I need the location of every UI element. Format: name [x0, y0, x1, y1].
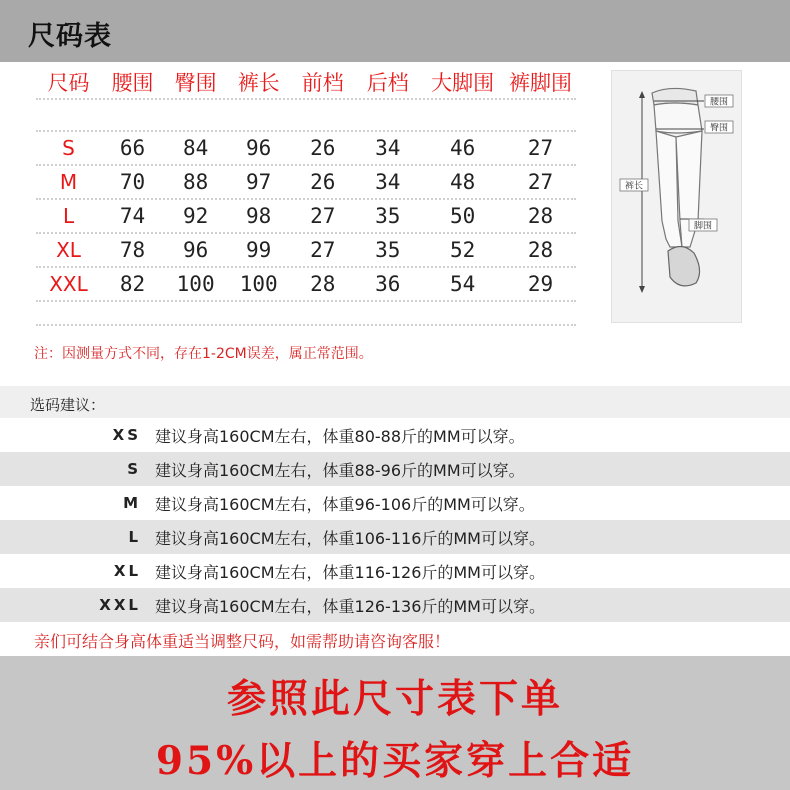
table-cell: 74: [119, 204, 146, 228]
pants-illustration: [612, 71, 743, 324]
table-divider: [36, 100, 576, 132]
column-header-waist: 腰围: [111, 71, 154, 95]
advice-row-xs: [0, 418, 790, 452]
table-cell: 70: [119, 170, 146, 194]
table-cell: 100: [176, 272, 215, 296]
column-header-front-rise: 前档: [301, 71, 344, 95]
size-label: L: [62, 204, 75, 228]
size-table: [36, 66, 576, 326]
advice-size: L: [128, 528, 141, 546]
size-label: M: [59, 170, 78, 194]
table-cell: 96: [182, 238, 209, 262]
table-cell: 27: [310, 204, 336, 228]
table-divider: [36, 302, 576, 326]
advice-row-xxl: [0, 588, 790, 622]
table-cell: 35: [375, 238, 401, 262]
column-header-leg-opening: 裤脚围: [509, 71, 572, 95]
advice-row-s: [0, 452, 790, 486]
size-table-header: [36, 66, 576, 100]
advice-size: XXL: [99, 596, 141, 614]
advice-size: M: [123, 494, 141, 512]
length-label: 裤长: [624, 181, 644, 192]
table-row: [36, 132, 576, 166]
advice-size: XL: [113, 562, 141, 580]
table-row: [36, 234, 576, 268]
footer-headline: 参照此尺寸表下单: [226, 676, 563, 722]
table-cell: 50: [450, 204, 476, 228]
advice-size: S: [127, 460, 141, 478]
table-cell: 29: [527, 272, 554, 296]
advice-size: XS: [112, 426, 141, 444]
table-cell: 27: [527, 170, 554, 194]
table-cell: 35: [375, 204, 401, 228]
table-cell: 28: [527, 238, 554, 262]
table-cell: 26: [310, 136, 336, 160]
column-header-hip: 臀围: [174, 71, 217, 95]
table-cell: 27: [527, 136, 554, 160]
header-bar: [0, 0, 790, 62]
size-label: XXL: [49, 272, 88, 296]
table-cell: 34: [375, 170, 401, 194]
column-header-back-rise: 后档: [366, 71, 409, 95]
column-header-thigh: 大脚围: [431, 71, 495, 95]
table-cell: 84: [182, 136, 209, 160]
table-cell: 26: [310, 170, 336, 194]
table-cell: 66: [119, 136, 146, 160]
table-cell: 52: [450, 238, 476, 262]
waist-label: 腰围: [709, 97, 729, 108]
size-label: XL: [56, 238, 81, 262]
pants-measurement-diagram: [611, 70, 742, 323]
advice-text: 建议身高160CM左右，体重80-88斤的MM可以穿。: [155, 426, 525, 446]
advice-text: 建议身高160CM左右，体重126-136斤的MM可以穿。: [155, 596, 545, 616]
table-cell: 46: [450, 136, 476, 160]
footer-subheadline: 95%以上的买家穿上合适: [155, 738, 635, 784]
advice-text: 建议身高160CM左右，体重96-106斤的MM可以穿。: [155, 494, 535, 514]
table-row: [36, 268, 576, 302]
table-cell: 28: [310, 272, 336, 296]
table-cell: 36: [375, 272, 401, 296]
advice-title: 选码建议：: [30, 396, 106, 414]
table-cell: 92: [182, 204, 209, 228]
advice-row-l: [0, 520, 790, 554]
table-cell: 96: [246, 136, 272, 160]
table-row: [36, 166, 576, 200]
table-cell: 82: [119, 272, 146, 296]
column-header-size: 尺码: [47, 71, 90, 95]
table-cell: 97: [246, 170, 272, 194]
column-header-length: 裤长: [237, 71, 280, 95]
advice-text: 建议身高160CM左右，体重116-126斤的MM可以穿。: [155, 562, 545, 582]
measurement-note: 注：因测量方式不同，存在1-2CM误差，属正常范围。: [34, 346, 373, 362]
table-cell: 100: [239, 272, 278, 296]
advice-text: 建议身高160CM左右，体重88-96斤的MM可以穿。: [155, 460, 525, 480]
ankle-label: 脚围: [693, 221, 713, 232]
table-cell: 99: [246, 238, 272, 262]
advice-text: 建议身高160CM左右，体重106-116斤的MM可以穿。: [155, 528, 545, 548]
table-cell: 27: [310, 238, 336, 262]
table-cell: 54: [450, 272, 476, 296]
size-reminder: 亲们可结合身高体重适当调整尺码，如需帮助请咨询客服！: [34, 632, 451, 651]
page-title: 尺码表: [28, 21, 112, 52]
advice-row-xl: [0, 554, 790, 588]
hip-label: 臀围: [709, 123, 729, 134]
table-cell: 78: [119, 238, 146, 262]
size-label: S: [62, 136, 75, 160]
advice-header-band: [0, 386, 790, 418]
table-cell: 48: [450, 170, 476, 194]
table-cell: 98: [246, 204, 272, 228]
table-row: [36, 200, 576, 234]
table-cell: 28: [527, 204, 554, 228]
table-cell: 34: [375, 136, 401, 160]
table-cell: 88: [182, 170, 209, 194]
advice-row-m: [0, 486, 790, 520]
